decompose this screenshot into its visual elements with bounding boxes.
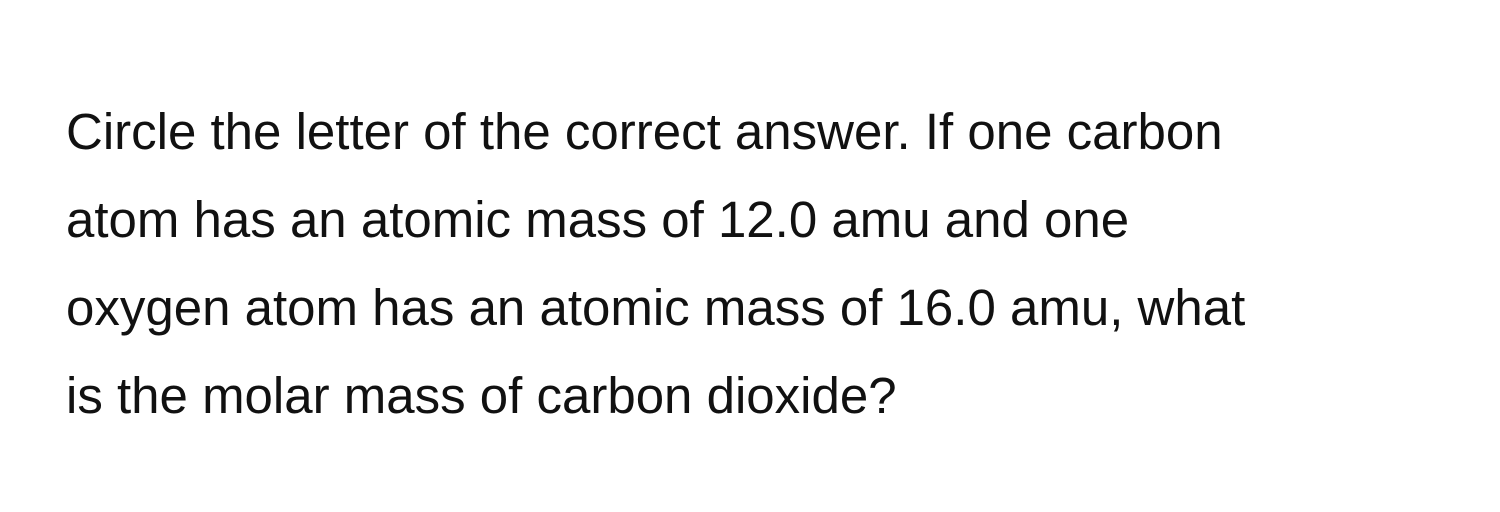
question-text: [66, 88, 1466, 440]
question-line: oxygen atom has an atomic mass of 16.0 amu, what: [66, 279, 1246, 336]
question-line: atom has an atomic mass of 12.0 amu and one: [66, 191, 1130, 248]
question-line: is the molar mass of carbon dioxide?: [66, 367, 897, 424]
question-line: Circle the letter of the correct answer. If one carbon: [66, 103, 1223, 160]
